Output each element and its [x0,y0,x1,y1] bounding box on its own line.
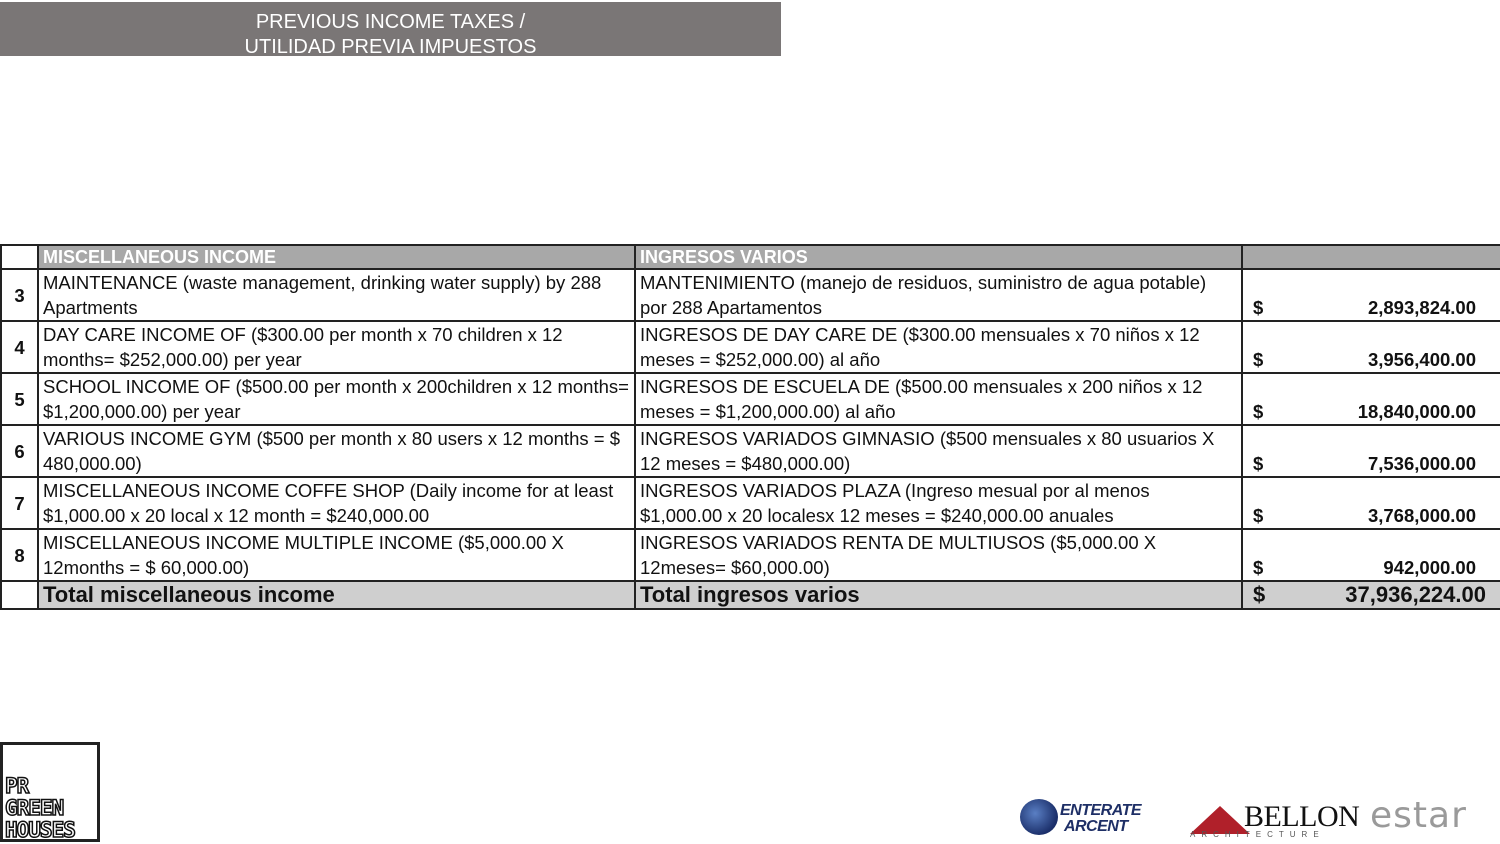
bellon-logo-subtitle: ARCHITECTURE [1190,830,1325,839]
row-number: 7 [1,477,38,529]
total-label-spanish: Total ingresos varios [635,581,1242,609]
row-number: 8 [1,529,38,581]
row-description-english: DAY CARE INCOME OF ($300.00 per month x 70 children x 12 months= $252,000.00) per year [38,321,635,373]
header-spanish: INGRESOS VARIOS [635,245,1242,269]
total-label-english: Total miscellaneous income [38,581,635,609]
slide-title-line-2: UTILIDAD PREVIA IMPUESTOS [244,36,537,58]
row-description-english: VARIOUS INCOME GYM ($500 per month x 80 users x 12 months = $ 480,000.00) [38,425,635,477]
row-amount-cell [1242,269,1500,321]
row-description-english: MAINTENANCE (waste management, drinking water supply) by 288 Apartments [38,269,635,321]
pr-green-houses-logo-text: PR GREEN HOUSES [5,774,75,842]
row-currency: $ [1253,349,1264,370]
row-number: 5 [1,373,38,425]
row-description-spanish: INGRESOS VARIADOS PLAZA (Ingreso mesual por al menos $1,000.00 x 20 localesx 12 meses = $240,000.00 anuales [635,477,1242,529]
row-amount-cell [1242,425,1500,477]
row-amount-cell [1242,529,1500,581]
row-currency: $ [1253,557,1264,578]
row-currency: $ [1253,505,1264,526]
row-number: 6 [1,425,38,477]
row-description-spanish: MANTENIMIENTO (manejo de residuos, suministro de agua potable) por 288 Apartamentos [635,269,1242,321]
table-header-row [1,245,1500,269]
row-amount-cell [1242,373,1500,425]
row-description-english: MISCELLANEOUS INCOME MULTIPLE INCOME ($5,000.00 X 12months = $ 60,000.00) [38,529,635,581]
total-amount: 37,936,224.00 [1345,582,1486,607]
row-amount: 942,000.00 [1383,557,1476,578]
header-amount-cell [1242,245,1500,269]
total-amount-cell [1242,581,1500,609]
row-currency: $ [1253,297,1264,318]
header-english: MISCELLANEOUS INCOME [38,245,635,269]
row-amount: 2,893,824.00 [1367,297,1476,318]
row-amount-cell [1242,477,1500,529]
slide-title-bar [0,2,781,56]
row-description-spanish: INGRESOS VARIADOS RENTA DE MULTIUSOS ($5,000.00 X 12meses= $60,000.00) [635,529,1242,581]
bellon-architecture-logo [1190,800,1362,840]
table-row [1,529,1500,581]
row-amount: 18,840,000.00 [1357,401,1476,422]
slide-title-line-1: PREVIOUS INCOME TAXES / [255,11,526,33]
row-description-spanish: INGRESOS DE DAY CARE DE ($300.00 mensuales x 70 niños x 12 meses = $252,000.00) al año [635,321,1242,373]
row-currency: $ [1253,453,1264,474]
table-row [1,321,1500,373]
pr-green-houses-logo [0,742,100,842]
estar-logo: estar [1370,795,1467,836]
row-amount-cell [1242,321,1500,373]
row-description-spanish: INGRESOS DE ESCUELA DE ($500.00 mensuales x 200 niños x 12 meses = $1,200,000.00) al año [635,373,1242,425]
table-row [1,477,1500,529]
header-number-cell [1,245,38,269]
row-currency: $ [1253,401,1264,422]
row-description-spanish: INGRESOS VARIADOS GIMNASIO ($500 mensuales x 80 usuarios X 12 meses = $480,000.00) [635,425,1242,477]
row-amount: 3,768,000.00 [1367,505,1476,526]
row-number: 3 [1,269,38,321]
row-number: 4 [1,321,38,373]
bellon-logo-name: BELLON [1244,800,1360,833]
total-number-cell [1,581,38,609]
row-description-english: MISCELLANEOUS INCOME COFFE SHOP (Daily income for at least $1,000.00 x 20 local x 12 month = $240,000.00 [38,477,635,529]
globe-icon [1020,799,1058,835]
miscellaneous-income-table [0,244,1500,610]
table-row [1,269,1500,321]
row-amount: 3,956,400.00 [1367,349,1476,370]
enterate-arcent-logo-text: ENTERATE ARCENT [1060,802,1142,835]
table-row [1,425,1500,477]
row-description-english: SCHOOL INCOME OF ($500.00 per month x 200children x 12 months= $1,200,000.00) per year [38,373,635,425]
row-amount: 7,536,000.00 [1367,453,1476,474]
table-row [1,373,1500,425]
enterate-arcent-logo [1020,797,1180,839]
total-currency: $ [1253,582,1266,607]
total-row [1,581,1500,609]
